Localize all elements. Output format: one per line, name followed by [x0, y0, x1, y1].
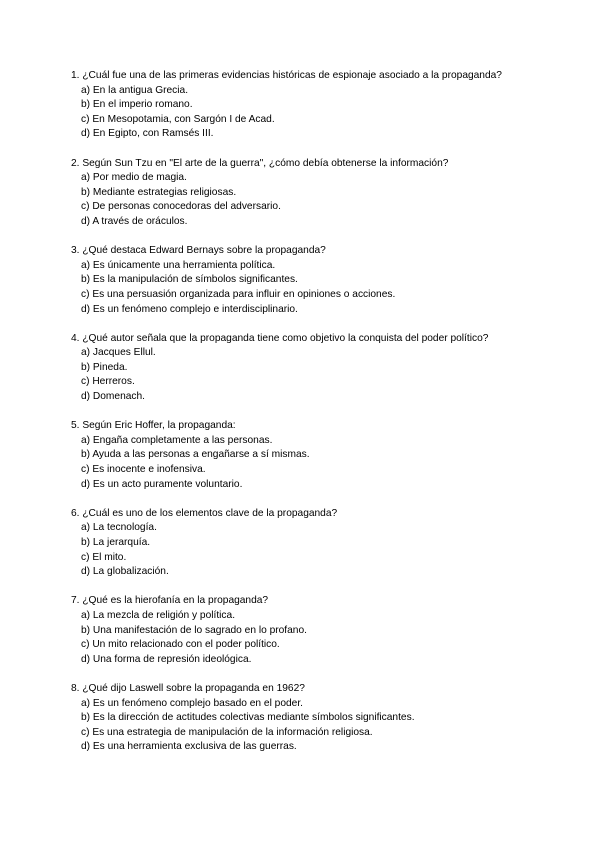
- option-list: [71, 697, 531, 755]
- option-c: c) Es una persuasión organizada para influir en opiniones o acciones.: [81, 288, 396, 300]
- question-text: 8. ¿Qué dijo Laswell sobre la propaganda en 1962?: [71, 682, 305, 694]
- option-d: d) Es un fenómeno complejo e interdisciplinario.: [81, 303, 298, 315]
- option-list: [71, 346, 531, 404]
- question-8: [71, 682, 531, 755]
- option-b: b) Pineda.: [81, 361, 128, 373]
- option-d: d) A través de oráculos.: [81, 215, 188, 227]
- question-text: 4. ¿Qué autor señala que la propaganda tiene como objetivo la conquista del poder político?: [71, 332, 489, 344]
- option-a: a) Es un fenómeno complejo basado en el poder.: [81, 697, 304, 709]
- option-list: [71, 521, 531, 579]
- question-text: 6. ¿Cuál es uno de los elementos clave de la propaganda?: [71, 507, 338, 519]
- option-a: a) Por medio de magia.: [81, 172, 187, 184]
- option-b: b) Mediante estrategias religiosas.: [81, 186, 237, 198]
- option-d: d) Domenach.: [81, 391, 145, 403]
- option-d: d) La globalización.: [81, 566, 169, 578]
- option-list: [71, 434, 531, 492]
- option-c: c) Es una estrategia de manipulación de la información religiosa.: [81, 726, 373, 738]
- question-text: 7. ¿Qué es la hierofanía en la propaganda?: [71, 595, 269, 607]
- option-c: c) En Mesopotamia, con Sargón I de Acad.: [81, 113, 275, 125]
- option-d: d) Es una herramienta exclusiva de las guerras.: [81, 741, 297, 753]
- question-5: [71, 419, 531, 492]
- question-text: 1. ¿Cuál fue una de las primeras evidencias históricas de espionaje asociado a la propaganda?: [71, 70, 502, 81]
- question-list: [71, 69, 531, 770]
- option-b: b) En el imperio romano.: [81, 99, 193, 111]
- option-d: d) Una forma de represión ideológica.: [81, 653, 252, 665]
- option-b: b) Ayuda a las personas a engañarse a sí mismas.: [81, 449, 310, 461]
- question-2: [71, 157, 531, 230]
- question-text: 5. Según Eric Hoffer, la propaganda:: [71, 420, 236, 432]
- option-d: d) Es un acto puramente voluntario.: [81, 478, 243, 490]
- option-c: c) Es inocente e inofensiva.: [81, 464, 206, 476]
- option-list: [71, 171, 531, 229]
- option-c: c) Herreros.: [81, 376, 135, 388]
- option-b: b) Es la manipulación de símbolos significantes.: [81, 274, 298, 286]
- option-b: b) Es la dirección de actitudes colectivas mediante símbolos significantes.: [81, 712, 415, 724]
- option-b: b) Una manifestación de lo sagrado en lo profano.: [81, 624, 307, 636]
- option-list: [71, 609, 531, 667]
- question-3: [71, 244, 531, 317]
- option-a: a) Es únicamente una herramienta política.: [81, 259, 276, 271]
- option-c: c) El mito.: [81, 551, 127, 563]
- question-text: 3. ¿Qué destaca Edward Bernays sobre la propaganda?: [71, 245, 326, 257]
- option-c: c) De personas conocedoras del adversario.: [81, 201, 281, 213]
- question-7: [71, 594, 531, 667]
- option-a: a) Engaña completamente a las personas.: [81, 434, 273, 446]
- option-a: a) La mezcla de religión y política.: [81, 609, 236, 621]
- question-6: [71, 507, 531, 580]
- question-4: [71, 332, 531, 405]
- option-c: c) Un mito relacionado con el poder político.: [81, 639, 280, 651]
- option-d: d) En Egipto, con Ramsés III.: [81, 128, 214, 140]
- option-a: a) En la antigua Grecia.: [81, 84, 189, 96]
- option-a: a) La tecnología.: [81, 522, 157, 534]
- option-a: a) Jacques Ellul.: [81, 347, 156, 359]
- question-text: 2. Según Sun Tzu en "El arte de la guerra", ¿cómo debía obtenerse la información?: [71, 157, 449, 169]
- option-list: [71, 259, 531, 317]
- option-b: b) La jerarquía.: [81, 537, 151, 548]
- option-list: [71, 84, 531, 142]
- question-1: [71, 69, 531, 142]
